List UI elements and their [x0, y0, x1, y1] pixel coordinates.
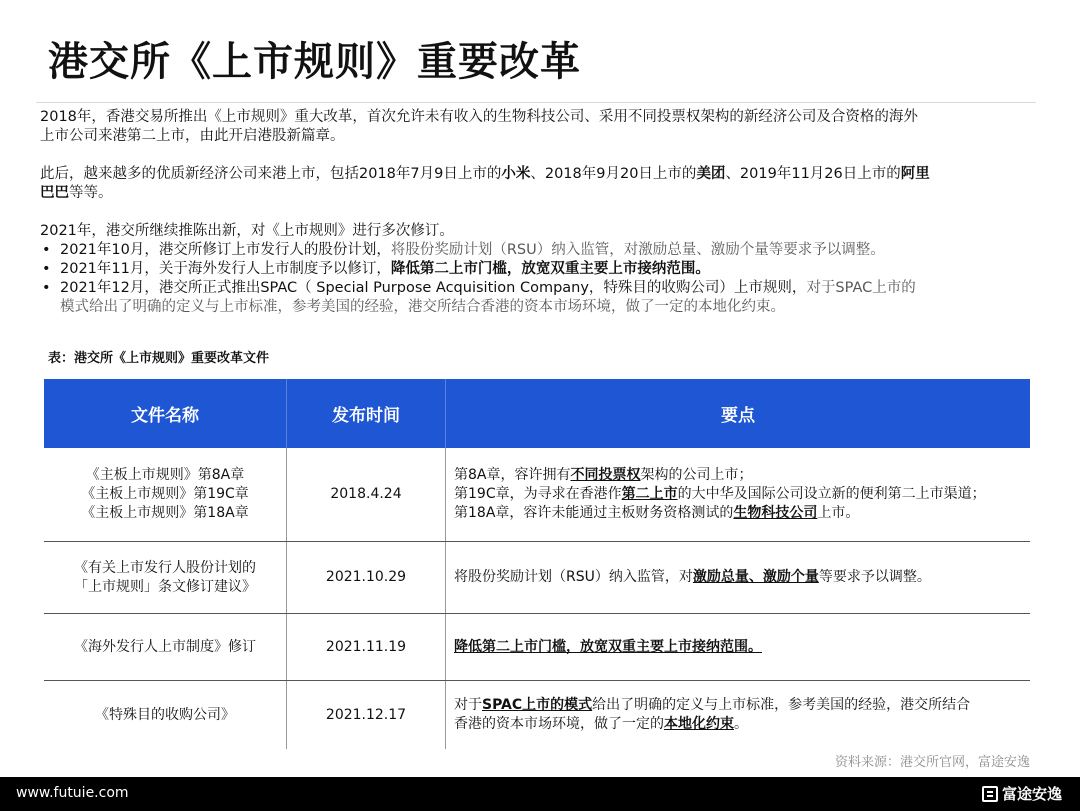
bullet-2021-12: • 2021年12月，港交所正式推出SPAC（ Special Purpose Acquisition Company，特殊目的收购公司）上市规则，对于SPAC上市的 模式给出了明确的定义与上市标准，参考美国的经验，港交所结合香港的资本市场环境，做了一定的本地化约束。 [40, 279, 1050, 317]
cell-date: 2018.4.24 [287, 448, 446, 541]
header-doc-name: 文件名称 [44, 379, 287, 448]
intro-p2-line2: 巴巴等等。 [40, 185, 113, 201]
cell-date: 2021.10.29 [287, 542, 446, 613]
footer-bar [0, 777, 1080, 811]
table-row [44, 681, 1030, 749]
cell-doc-name: 《有关上市发行人股份计划的 「上市规则」条文修订建议》 [44, 542, 287, 613]
highlight-alibaba-2: 巴巴 [40, 185, 69, 201]
intro-section [40, 108, 1050, 317]
header-key-points: 要点 [721, 406, 755, 426]
cell-key-points: 对于SPAC上市的模式给出了明确的定义与上市标准，参考美国的经验，港交所结合 香港的资本市场环境，做了一定的本地化约束。 [454, 697, 971, 732]
cell-doc-name: 《海外发行人上市制度》修订 [44, 614, 287, 680]
footer-url[interactable]: www.futuie.com [16, 785, 129, 801]
bullet-2021-11: • 2021年11月，关于海外发行人上市制度予以修订，降低第二上市门槛，放宽双重主要上市接纳范围。 [40, 260, 1050, 279]
table-row [44, 448, 1030, 542]
cell-key-points: 第8A章，容许拥有不同投票权架构的公司上市； 第19C章，为寻求在香港作第二上市的大中华及国际公司设立新的便利第二上市渠道； 第18A章，容许未能通过主板财务资格测试的生物科技公司上市。 [454, 467, 986, 521]
cell-date: 2021.11.19 [287, 614, 446, 680]
reform-bullet-list [40, 241, 1050, 317]
cell-doc-name: 《主板上市规则》第8A章 《主板上市规则》第19C章 《主板上市规则》第18A章 [44, 448, 287, 541]
table-row [44, 614, 1030, 681]
highlight-alibaba-1: 阿里 [900, 166, 930, 182]
bullet-2021-10: • 2021年10月，港交所修订上市发行人的股份计划，将股份奖励计划（RSU）纳入监管，对激励总量、激励个量等要求予以调整。 [40, 241, 1050, 260]
cell-key-points: 将股份奖励计划（RSU）纳入监管，对激励总量、激励个量等要求予以调整。 [454, 569, 931, 585]
title-divider [36, 102, 1036, 103]
intro-p1-line1: 2018年，香港交易所推出《上市规则》重大改革，首次允许未有收入的生物科技公司、采用不同投票权架构的新经济公司及合资格的海外 [40, 109, 918, 125]
cell-date: 2021.12.17 [287, 681, 446, 749]
source-note: 资料来源：港交所官网，富途安逸 [834, 755, 1030, 770]
page-title: 港交所《上市规则》重要改革 [48, 39, 581, 85]
highlight-xiaomi: 小米 [501, 166, 531, 182]
intro-p2-line1: 此后，越来越多的优质新经济公司来港上市，包括2018年7月9日上市的小米、2018年9月20日上市的美团、2019年11月26日上市的阿里 [40, 166, 930, 182]
header-date: 发布时间 [287, 379, 446, 448]
footer-brand [982, 783, 1062, 804]
reform-documents-table [44, 379, 1030, 749]
futu-logo-icon [982, 786, 998, 802]
highlight-meituan: 美团 [696, 166, 726, 182]
brand-name: 富途安逸 [1001, 785, 1062, 803]
intro-p1-line2: 上市公司来港第二上市，由此开启港股新篇章。 [40, 128, 345, 144]
table-header [44, 379, 1030, 448]
cell-doc-name: 《特殊目的收购公司》 [44, 681, 287, 749]
table-caption: 表：港交所《上市规则》重要改革文件 [48, 351, 270, 366]
cell-key-points: 降低第二上市门槛，放宽双重主要上市接纳范围。 [454, 638, 762, 655]
intro-p3: 2021年，港交所继续推陈出新，对《上市规则》进行多次修订。 [40, 223, 454, 239]
table-row [44, 542, 1030, 614]
